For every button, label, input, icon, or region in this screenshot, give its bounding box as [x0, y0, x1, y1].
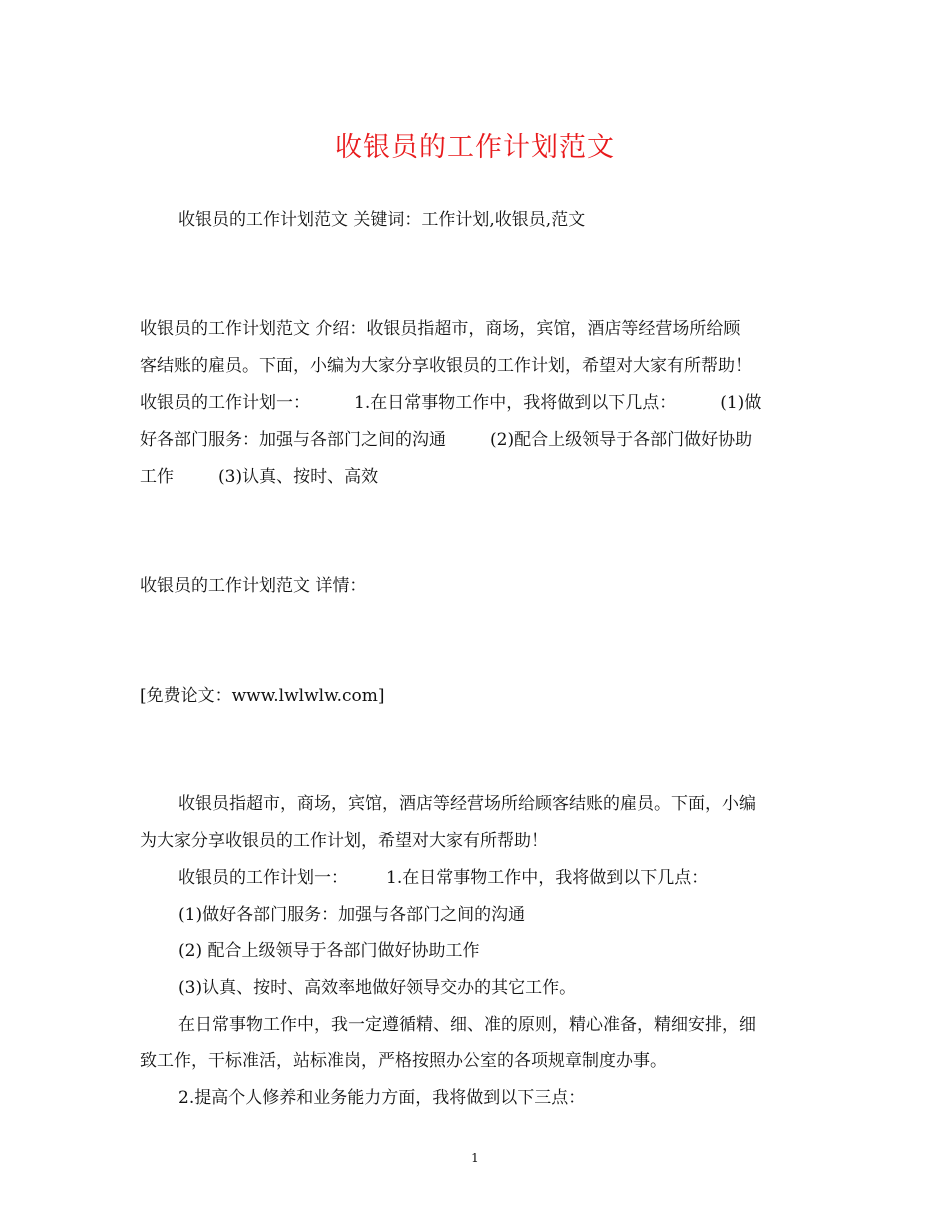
- body-p1-line-2: 为大家分享收银员的工作计划，希望对大家有所帮助！: [140, 831, 548, 851]
- intro-line-5: [140, 465, 378, 489]
- intro-line-5-part-a: 工作: [140, 467, 174, 487]
- intro-line-3-part-b: 1.在日常事物工作中，我将做到以下几点：: [354, 393, 677, 413]
- source-link: [免费论文：www.lwlwlw.com]: [140, 686, 385, 706]
- body-p2-part-b: 1.在日常事物工作中，我将做到以下几点：: [386, 868, 709, 888]
- intro-line-3: [140, 391, 761, 415]
- intro-line-5-part-b: (3)认真、按时、高效: [218, 467, 379, 487]
- body-item-2: (2) 配合上级领导于各部门做好协助工作: [178, 941, 480, 961]
- intro-line-2: 客结账的雇员。下面，小编为大家分享收银员的工作计划，希望对大家有所帮助！: [140, 356, 752, 376]
- body-item-1: (1)做好各部门服务：加强与各部门之间的沟通: [178, 905, 526, 925]
- body-p2: [178, 866, 708, 890]
- intro-line-3-part-a: 收银员的工作计划一：: [140, 393, 310, 413]
- body-p4: 2.提高个人修养和业务能力方面，我将做到以下三点：: [178, 1088, 586, 1108]
- body-p1-line-1: 收银员指超市，商场，宾馆，酒店等经营场所给顾客结账的雇员。下面，小编: [178, 794, 756, 814]
- intro-line-4: [140, 428, 752, 452]
- body-p3-line-1: 在日常事物工作中，我一定遵循精、细、准的原则，精心准备，精细安排，细: [178, 1015, 756, 1035]
- intro-line-4-part-b: (2)配合上级领导于各部门做好协助: [490, 430, 753, 450]
- intro-line-3-part-c: (1)做: [720, 393, 762, 413]
- page-number: 1: [471, 1151, 479, 1165]
- intro-line-1: 收银员的工作计划范文 介绍：收银员指超市，商场，宾馆，酒店等经营场所给顾: [140, 319, 741, 339]
- body-p3-line-2: 致工作，干标准活，站标准岗，严格按照办公室的各项规章制度办事。: [140, 1051, 667, 1071]
- intro-line-4-part-a: 好各部门服务：加强与各部门之间的沟通: [140, 430, 446, 450]
- body-item-3: (3)认真、按时、高效率地做好领导交办的其它工作。: [178, 978, 577, 998]
- document-title: 收银员的工作计划范文: [335, 132, 615, 163]
- keywords-line: 收银员的工作计划范文 关键词：工作计划,收银员,范文: [178, 210, 586, 230]
- details-label: 收银员的工作计划范文 详情：: [140, 576, 367, 596]
- body-p2-part-a: 收银员的工作计划一：: [178, 868, 348, 888]
